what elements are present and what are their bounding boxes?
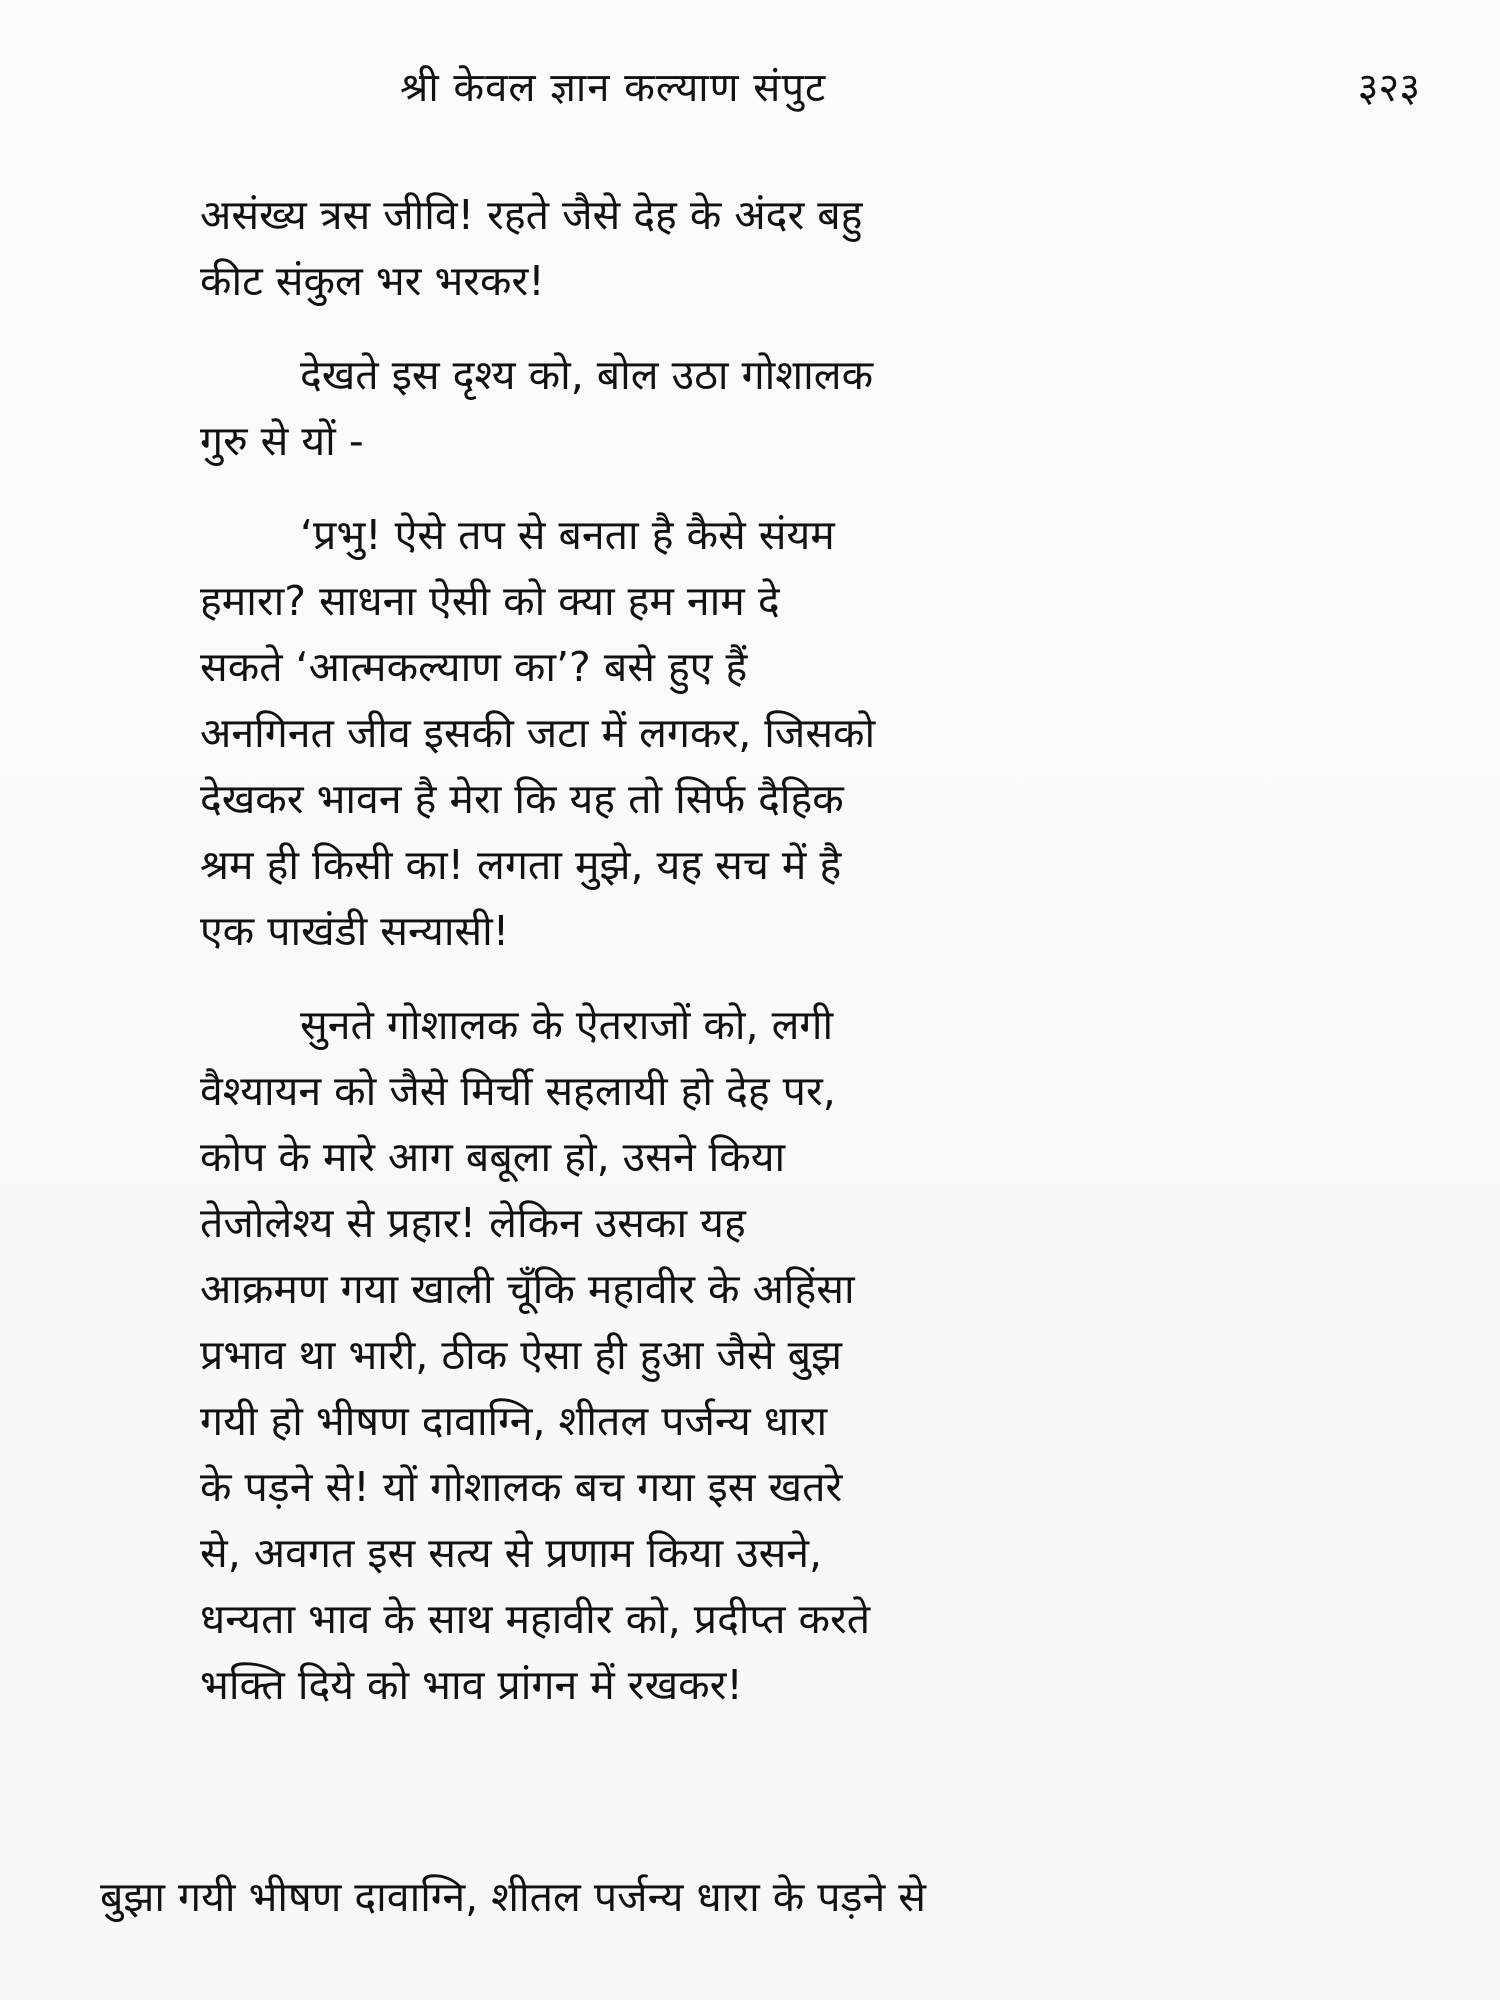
paragraph-3	[200, 502, 1190, 964]
text-line: भक्ति दिये को भाव प्रांगन में रखकर!	[200, 1661, 743, 1709]
text-line: प्रभाव था भारी, ठीक ऐसा ही हुआ जैसे बुझ	[200, 1331, 843, 1379]
paragraph-4	[200, 992, 1190, 1718]
page-header	[0, 58, 1500, 128]
text-line: कीट संकुल भर भरकर!	[200, 257, 545, 305]
caption-quote: बुझा गयी भीषण दावाग्नि, शीतल पर्जन्य धारा के पड़ने से	[100, 1873, 926, 1921]
text-line: ‘प्रभु! ऐसे तप से बनता है कैसे संयम	[300, 511, 835, 559]
text-line: अनगिनत जीव इसकी जटा में लगकर, जिसको	[200, 709, 876, 757]
text-line: वैश्यायन को जैसे मिर्ची सहलायी हो देह पर,	[200, 1067, 836, 1115]
text-line: गयी हो भीषण दावाग्नि, शीतल पर्जन्य धारा	[200, 1397, 828, 1445]
text-line: से, अवगत इस सत्य से प्रणाम किया उसने,	[200, 1529, 823, 1577]
body-text	[200, 182, 1190, 1746]
text-line: तेजोलेश्य से प्रहार! लेकिन उसका यह	[200, 1199, 746, 1247]
text-line: सुनते गोशालक के ऐतराजों को, लगी	[300, 1001, 834, 1049]
text-line: देखकर भावन है मेरा कि यह तो सिर्फ दैहिक	[200, 775, 844, 823]
text-line: गुरु से यों -	[200, 417, 364, 465]
text-line: के पड़ने से! यों गोशालक बच गया इस खतरे	[200, 1463, 843, 1511]
text-line: कोप के मारे आग बबूला हो, उसने किया	[200, 1133, 786, 1181]
text-line: धन्यता भाव के साथ महावीर को, प्रदीप्त करते	[200, 1595, 871, 1643]
text-line: एक पाखंडी सन्यासी!	[200, 907, 510, 955]
page-number: ३२३	[1357, 65, 1420, 111]
paragraph-1	[200, 182, 1190, 314]
text-line: आक्रमण गया खाली चूँकि महावीर के अहिंसा	[200, 1265, 855, 1313]
paragraph-2	[200, 342, 1190, 474]
text-line: असंख्य त्रस जीवि! रहते जैसे देह के अंदर बहु	[200, 191, 863, 239]
text-line: सकते ‘आत्मकल्याण का’? बसे हुए हैं	[200, 643, 748, 691]
text-line: श्रम ही किसी का! लगता मुझे, यह सच में है	[200, 841, 842, 889]
text-line: देखते इस दृश्य को, बोल उठा गोशालक	[300, 351, 874, 399]
running-title: श्री केवल ज्ञान कल्याण संपुट	[400, 65, 827, 111]
text-line: हमारा? साधना ऐसी को क्या हम नाम दे	[200, 577, 780, 625]
